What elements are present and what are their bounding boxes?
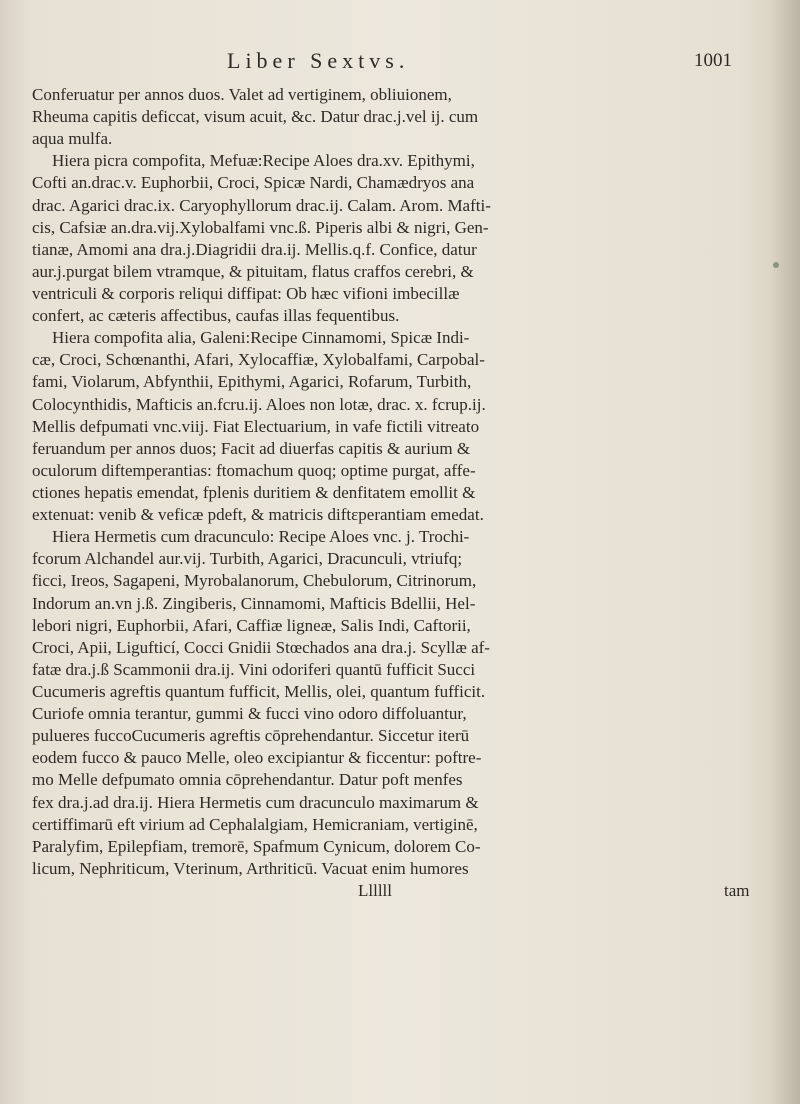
running-head: Liber Sextvs. [227, 48, 410, 73]
text-line: cis, Cafsiæ an.dra.vij.Xylobalfami vnc.ß. Piperis albi & nigri, Gen- [32, 217, 489, 237]
text-line: cæ, Croci, Schœnanthi, Afari, Xylocaffiæ, Xylobalfami, Carpobal- [32, 350, 485, 370]
text-line: Hiera Hermetis cum dracunculo: Recipe Aloes vnc. j. Trochi- [52, 527, 470, 547]
text-line: ventriculi & corporis reliqui diffipat: Ob hæc vifioni imbecillæ [32, 283, 460, 303]
text-line: pulueres fuccoCucumeris agreftis cōprehendantur. Siccetur iterū [32, 726, 470, 746]
text-line: feruandum per annos duos; Facit ad diuerfas capitis & aurium & [32, 438, 471, 458]
text-line: Hiera compofita alia, Galeni:Recipe Cinnamomi, Spicæ Indi- [52, 328, 470, 348]
page-header [0, 48, 800, 80]
text-line: oculorum diftemperantias: ftomachum quoq; optime purgat, affe- [32, 460, 476, 480]
text-line: fcorum Alchandel aur.vij. Turbith, Agarici, Dracunculi, vtriufq; [32, 549, 463, 569]
text-line: aqua mulfa. [32, 129, 113, 149]
text-line: tianæ, Amomi ana dra.j.Diagridii dra.ij. Mellis.q.f. Confice, datur [32, 239, 477, 259]
ink-spot [773, 262, 779, 268]
text-line: fami, Violarum, Abfynthii, Epithymi, Agarici, Rofarum, Turbith, [32, 372, 472, 392]
catchword: tam [724, 880, 750, 900]
text-line: Indorum an.vn j.ß. Zingiberis, Cinnamomi, Mafticis Bdellii, Hel- [32, 593, 476, 613]
text-line: eodem fucco & pauco Melle, oleo excipiantur & ficcentur: poftre- [32, 748, 482, 768]
text-line: Cofti an.drac.v. Euphorbii, Croci, Spicæ Nardi, Chamædryos ana [32, 173, 475, 193]
text-line: Mellis defpumati vnc.viij. Fiat Electuarium, in vafe fictili vitreato [32, 416, 480, 436]
text-line: fex dra.j.ad dra.ij. Hiera Hermetis cum dracunculo maximarum & [32, 792, 479, 812]
text-line: lebori nigri, Euphorbii, Afari, Caffiæ ligneæ, Salis Indi, Caftorii, [32, 615, 471, 635]
text-line: Cucumeris agreftis quantum fufficit, Mellis, olei, quantum fufficit. [32, 681, 486, 701]
text-line: aur.j.purgat bilem vtramque, & pituitam, flatus craffos cerebri, & [32, 261, 474, 281]
text-line: confert, ac cæteris affectibus, caufas illas fequentibus. [32, 306, 400, 326]
text-line: drac. Agarici drac.ix. Caryophyllorum drac.ij. Calam. Arom. Mafti- [32, 195, 491, 215]
page-edge-shadow [770, 0, 800, 1104]
text-line: Colocynthidis, Mafticis an.fcru.ij. Aloes non lotæ, drac. x. fcrup.ij. [32, 394, 486, 414]
signature-mark: Llllll [358, 880, 392, 900]
text-line: ficci, Ireos, Sagapeni, Myrobalanorum, Chebulorum, Citrinorum, [32, 571, 477, 591]
text-line: fatæ dra.j.ß Scammonii dra.ij. Vini odoriferi quantū fufficit Succi [32, 659, 476, 679]
text-line: Curiofe omnia terantur, gummi & fucci vino odoro diffoluantur, [32, 704, 467, 724]
text-line: Paralyfim, Epilepfiam, tremorē, Spafmum Cynicum, dolorem Co- [32, 836, 481, 856]
page-footer [32, 880, 764, 902]
body-text [32, 84, 764, 902]
text-line: ctiones hepatis emendat, fplenis duritiem & denfitatem emollit & [32, 482, 476, 502]
text-line: certiffimarū eft virium ad Cephalalgiam, Hemicraniam, vertiginē, [32, 814, 478, 834]
text-line: Hiera picra compofita, Mefuæ:Recipe Aloes dra.xv. Epithymi, [52, 151, 475, 171]
text-line: mo Melle defpumato omnia cōprehendantur. Datur poft menfes [32, 770, 463, 790]
text-line: Conferuatur per annos duos. Valet ad vertiginem, obliuionem, [32, 85, 452, 104]
text-line: licum, Nephriticum, Vterinum, Arthriticū. Vacuat enim humores [32, 858, 469, 878]
text-line: Croci, Apii, Ligufticí, Cocci Gnidii Stœchados ana dra.j. Scyllæ af- [32, 637, 490, 657]
text-line: extenuat: venib & veficæ pdeft, & matricis diftεperantiam emedat. [32, 505, 484, 525]
text-line: Rheuma capitis deficcat, visum acuit, &c. Datur drac.j.vel ij. cum [32, 107, 479, 127]
page-number: 1001 [694, 50, 732, 71]
